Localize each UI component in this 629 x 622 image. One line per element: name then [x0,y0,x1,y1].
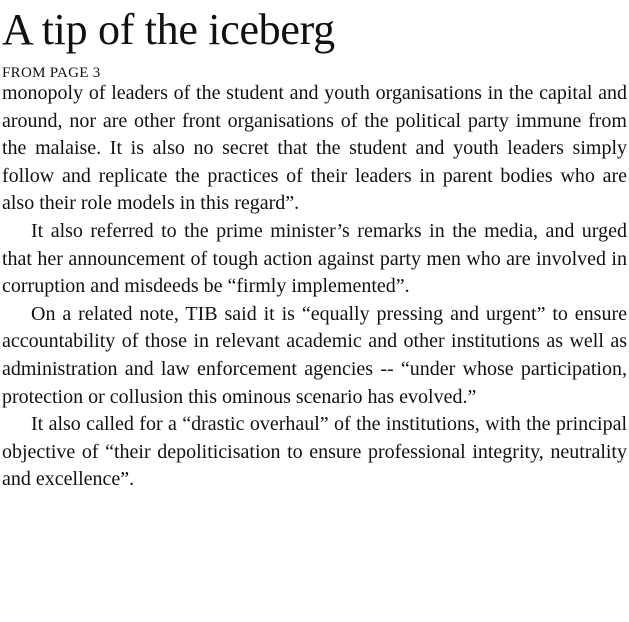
article-paragraph: It also called for a “drastic overhaul” of the institutions, with the principal objective of “their depoliticisation to ensure professional integrity, neutrality and excellence”. [2,413,627,491]
article-paragraph: monopoly of leaders of the student and youth organisations in the capital and around, nor are other front organisations of the political party immune from the malaise. It is also no secret that the student and youth leaders simply follow and replicate the practices of their leaders in parent bodies who are also their role models in this regard”. [2,82,627,215]
article-paragraph: It also referred to the prime minister’s remarks in the media, and urged that her announcement of tough action against party men who are involved in corruption and misdeeds be “firmly implemented”. [2,219,627,298]
headline: A tip of the iceberg [2,5,335,54]
news-article [2,0,627,494]
article-paragraph: On a related note, TIB said it is “equally pressing and urgent” to ensure accountability of those in relevant academic and other institutions as well as administration and law enforcement agencies -- “under whose participation, protection or collusion this ominous scenario has evolved.” [2,302,627,408]
jump-label: FROM PAGE 3 [2,65,101,81]
